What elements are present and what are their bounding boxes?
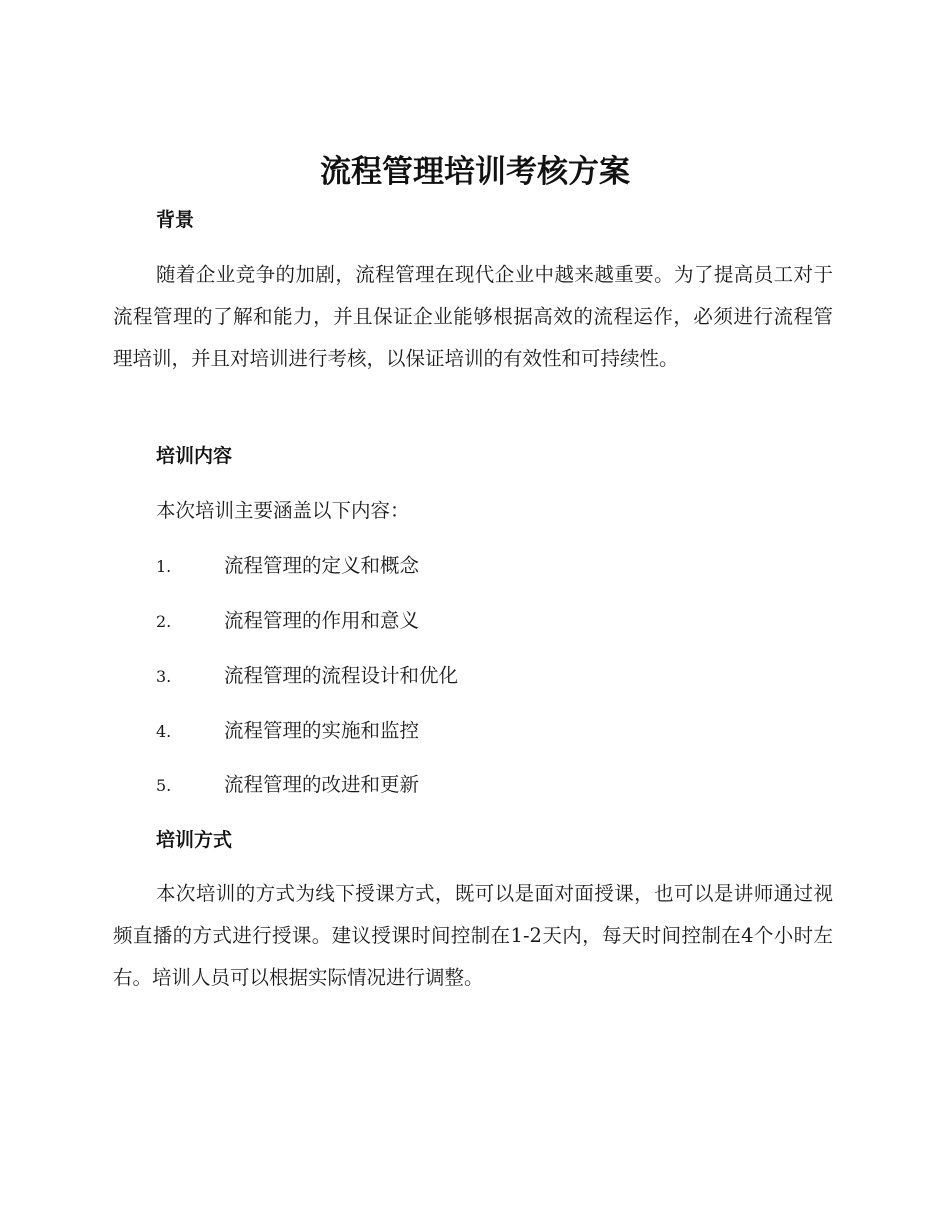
section-heading-method: 培训方式 bbox=[156, 829, 233, 851]
list-item-number: 3. bbox=[156, 667, 172, 686]
list-item-number: 5. bbox=[156, 776, 172, 795]
list-item-text: 流程管理的作用和意义 bbox=[224, 609, 420, 632]
content-intro: 本次培训主要涵盖以下内容： bbox=[156, 499, 410, 522]
list-item bbox=[156, 552, 756, 580]
list-item-text: 流程管理的流程设计和优化 bbox=[224, 664, 459, 687]
method-paragraph: 本次培训的方式为线下授课方式，既可以是面对面授课，也可以是讲师通过视频直播的方式进行授课。建议授课时间控制在1-2天内，每天时间控制在4个小时左右。培训人员可以根据实际情况进行调整。 bbox=[113, 882, 833, 989]
list-item-text: 流程管理的改进和更新 bbox=[224, 773, 420, 796]
list-item-number: 4. bbox=[156, 722, 172, 741]
list-item-text: 流程管理的定义和概念 bbox=[224, 554, 420, 577]
section-heading-content: 培训内容 bbox=[156, 445, 233, 467]
background-paragraph: 随着企业竞争的加剧，流程管理在现代企业中越来越重要。为了提高员工对于流程管理的了解和能力，并且保证企业能够根据高效的流程运作，必须进行流程管理培训，并且对培训进行考核，以保证培训的有效性和可持续性。 bbox=[113, 263, 833, 370]
list-item-number: 1. bbox=[156, 557, 172, 576]
list-item-number: 2. bbox=[156, 612, 172, 631]
document-title: 流程管理培训考核方案 bbox=[320, 154, 630, 190]
list-item bbox=[156, 771, 756, 799]
list-item bbox=[156, 662, 756, 690]
section-heading-background: 背景 bbox=[156, 209, 195, 231]
list-item bbox=[156, 607, 756, 635]
list-item bbox=[156, 717, 756, 745]
list-item-text: 流程管理的实施和监控 bbox=[224, 719, 420, 742]
